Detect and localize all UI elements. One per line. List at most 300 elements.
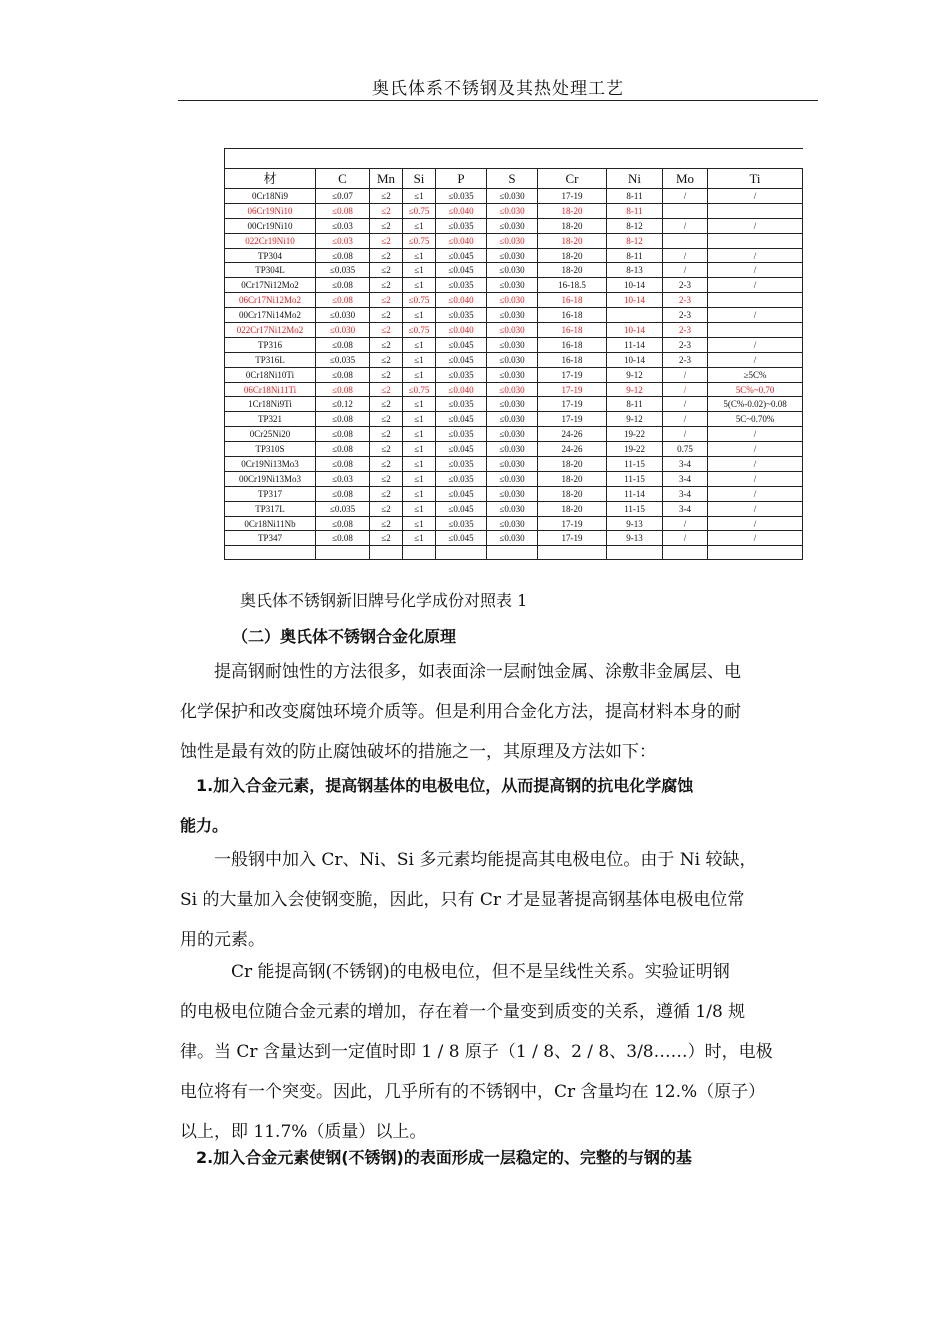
table-cell: / bbox=[663, 263, 708, 278]
table-cell: 24-26 bbox=[538, 427, 607, 442]
table-cell: ≤1 bbox=[403, 308, 436, 323]
table-cell: ≤0.08 bbox=[316, 278, 370, 293]
table-cell: 9-12 bbox=[607, 382, 663, 397]
table-cell bbox=[538, 546, 607, 560]
table-cell: ≤2 bbox=[370, 218, 403, 233]
table-cell: ≤2 bbox=[370, 248, 403, 263]
table-cell: 18-20 bbox=[538, 203, 607, 218]
table-cell: ≤0.08 bbox=[316, 293, 370, 308]
table-cell: 2-3 bbox=[663, 308, 708, 323]
table-cell: ≤0.030 bbox=[487, 233, 538, 248]
table-cell: ≤1 bbox=[403, 278, 436, 293]
composition-table bbox=[224, 148, 803, 560]
table-row bbox=[225, 248, 803, 263]
table-cell: 9-13 bbox=[607, 516, 663, 531]
table-cell: ≤0.040 bbox=[436, 293, 487, 308]
table-cell: ≤0.030 bbox=[316, 323, 370, 338]
table-cell: / bbox=[708, 218, 803, 233]
table-cell: ≤0.08 bbox=[316, 516, 370, 531]
table-cell: ≤2 bbox=[370, 308, 403, 323]
table-cell: 0Cr19Ni13Mo3 bbox=[225, 457, 316, 472]
table-cell: ≤0.035 bbox=[436, 367, 487, 382]
table-cell: TP347 bbox=[225, 531, 316, 546]
table-cell: 16-18 bbox=[538, 308, 607, 323]
subheading-2 bbox=[180, 1138, 816, 1178]
table-cell: 17-19 bbox=[538, 367, 607, 382]
column-header: S bbox=[487, 169, 538, 189]
table-cell: ≤2 bbox=[370, 293, 403, 308]
table-cell bbox=[663, 233, 708, 248]
table-cell: ≤0.08 bbox=[316, 367, 370, 382]
table-cell: ≤0.030 bbox=[487, 442, 538, 457]
table-cell: ≤0.030 bbox=[487, 218, 538, 233]
table-cell: ≤0.03 bbox=[316, 233, 370, 248]
table-cell: ≤2 bbox=[370, 412, 403, 427]
table-cell: 9-12 bbox=[607, 367, 663, 382]
table-cell: / bbox=[663, 218, 708, 233]
table-cell: TP317L bbox=[225, 501, 316, 516]
table-cell bbox=[708, 203, 803, 218]
text-line: 1.加入合金元素，提高钢基体的电极电位，从而提高钢的抗电化学腐蚀 bbox=[180, 776, 694, 795]
table-cell: / bbox=[708, 189, 803, 204]
table-row bbox=[225, 203, 803, 218]
table-cell: ≤1 bbox=[403, 367, 436, 382]
table-cell: 16-18 bbox=[538, 323, 607, 338]
table-row bbox=[225, 337, 803, 352]
table-cell: 5C%~0.70 bbox=[708, 382, 803, 397]
table-cell: 5(C%-0.02)~0.08 bbox=[708, 397, 803, 412]
table-cell: ≤0.045 bbox=[436, 486, 487, 501]
table-cell: ≤0.045 bbox=[436, 412, 487, 427]
table-cell: ≤1 bbox=[403, 248, 436, 263]
table-row bbox=[225, 367, 803, 382]
table-row bbox=[225, 263, 803, 278]
paragraph-chromium bbox=[180, 952, 816, 1152]
table-cell: ≤2 bbox=[370, 457, 403, 472]
table-cell: ≥5C% bbox=[708, 367, 803, 382]
table-cell bbox=[316, 546, 370, 560]
table-cell: 19-22 bbox=[607, 427, 663, 442]
table-cell: 8-12 bbox=[607, 233, 663, 248]
table-cell: / bbox=[708, 486, 803, 501]
table-cell: ≤1 bbox=[403, 531, 436, 546]
table-cell: 8-11 bbox=[607, 203, 663, 218]
table-cell: 3-4 bbox=[663, 471, 708, 486]
table-cell: ≤0.08 bbox=[316, 412, 370, 427]
table-cell: ≤0.035 bbox=[436, 397, 487, 412]
table-row bbox=[225, 278, 803, 293]
table-row bbox=[225, 457, 803, 472]
table-cell: ≤1 bbox=[403, 501, 436, 516]
table-cell: ≤0.030 bbox=[487, 486, 538, 501]
table-cell: ≤2 bbox=[370, 531, 403, 546]
table-cell: ≤0.030 bbox=[316, 308, 370, 323]
table-cell: / bbox=[663, 189, 708, 204]
table-cell: 18-20 bbox=[538, 457, 607, 472]
table-cell: ≤0.12 bbox=[316, 397, 370, 412]
table-cell: 17-19 bbox=[538, 397, 607, 412]
table-cell: ≤1 bbox=[403, 442, 436, 457]
table-cell: / bbox=[708, 248, 803, 263]
table-cell: 8-13 bbox=[607, 263, 663, 278]
table-cell: ≤0.045 bbox=[436, 337, 487, 352]
table-cell: 11-14 bbox=[607, 337, 663, 352]
table-cell: ≤0.040 bbox=[436, 382, 487, 397]
table-cell: ≤0.75 bbox=[403, 203, 436, 218]
table-cell: ≤0.045 bbox=[436, 442, 487, 457]
table-cell: / bbox=[708, 308, 803, 323]
table-cell: ≤2 bbox=[370, 203, 403, 218]
table-cell: ≤0.030 bbox=[487, 323, 538, 338]
text-line: 律。当 Cr 含量达到一定值时即 1 / 8 原子（1 / 8、2 / 8、3/8……）时，电极 bbox=[180, 1042, 773, 1062]
table-cell: 8-12 bbox=[607, 218, 663, 233]
table-cell: 17-19 bbox=[538, 412, 607, 427]
table-cell: 2-3 bbox=[663, 278, 708, 293]
table-cell: ≤2 bbox=[370, 233, 403, 248]
table-cell: ≤2 bbox=[370, 352, 403, 367]
table-cell: ≤0.030 bbox=[487, 278, 538, 293]
table-row bbox=[225, 189, 803, 204]
table-cell: ≤0.08 bbox=[316, 337, 370, 352]
table-cell: / bbox=[663, 248, 708, 263]
text-line: Si 的大量加入会使钢变脆，因此，只有 Cr 才是显著提高钢基体电极电位常 bbox=[180, 890, 745, 910]
table-cell: ≤0.045 bbox=[436, 263, 487, 278]
table-cell: ≤1 bbox=[403, 189, 436, 204]
table-row bbox=[225, 323, 803, 338]
table-cell bbox=[708, 323, 803, 338]
text-line: 用的元素。 bbox=[180, 930, 265, 950]
column-header: Ti bbox=[708, 169, 803, 189]
table-cell: ≤0.030 bbox=[487, 293, 538, 308]
text-line: 电位将有一个突变。因此，几乎所有的不锈钢中，Cr 含量均在 12.%（原子） bbox=[180, 1082, 766, 1102]
table-cell bbox=[436, 546, 487, 560]
text-line: 以上，即 11.7%（质量）以上。 bbox=[180, 1122, 427, 1142]
table-cell: 16-18 bbox=[538, 352, 607, 367]
table-cell: ≤2 bbox=[370, 501, 403, 516]
text-line: 化学保护和改变腐蚀环境介质等。但是利用合金化方法，提高材料本身的耐 bbox=[180, 702, 741, 722]
table-row bbox=[225, 308, 803, 323]
table-cell: 0Cr18Ni11Nb bbox=[225, 516, 316, 531]
table-cell: 16-18 bbox=[538, 293, 607, 308]
table-cell: ≤0.75 bbox=[403, 233, 436, 248]
table-cell: 0Cr18Ni10Ti bbox=[225, 367, 316, 382]
table-cell: 18-20 bbox=[538, 248, 607, 263]
text-line: Cr 能提高钢(不锈钢)的电极电位，但不是呈线性关系。实验证明钢 bbox=[180, 962, 730, 982]
table-cell: TP317 bbox=[225, 486, 316, 501]
table-cell: ≤0.07 bbox=[316, 189, 370, 204]
table-cell: ≤0.030 bbox=[487, 352, 538, 367]
table-cell: 2-3 bbox=[663, 352, 708, 367]
table-cell: / bbox=[708, 337, 803, 352]
table-cell: ≤0.03 bbox=[316, 471, 370, 486]
column-header: C bbox=[316, 169, 370, 189]
table-cell: 11-15 bbox=[607, 501, 663, 516]
table-cell: / bbox=[708, 501, 803, 516]
table-cell: ≤0.08 bbox=[316, 248, 370, 263]
table-cell: / bbox=[663, 397, 708, 412]
table-cell: 9-13 bbox=[607, 531, 663, 546]
table-cell: 00Cr17Ni14Mo2 bbox=[225, 308, 316, 323]
table-cell: ≤0.030 bbox=[487, 367, 538, 382]
table-cell: ≤0.035 bbox=[436, 308, 487, 323]
table-cell: ≤0.030 bbox=[487, 501, 538, 516]
table-cell: ≤0.035 bbox=[436, 218, 487, 233]
table-cell: ≤2 bbox=[370, 516, 403, 531]
table-cell: 00Cr19Ni10 bbox=[225, 218, 316, 233]
table-cell: ≤0.045 bbox=[436, 352, 487, 367]
table-cell: ≤2 bbox=[370, 397, 403, 412]
table-cell: ≤1 bbox=[403, 352, 436, 367]
table-cell: 19-22 bbox=[607, 442, 663, 457]
table-cell: 0Cr25Ni20 bbox=[225, 427, 316, 442]
table-cell: ≤0.035 bbox=[316, 263, 370, 278]
column-header: Ni bbox=[607, 169, 663, 189]
table-cell bbox=[607, 308, 663, 323]
table-cell: 18-20 bbox=[538, 263, 607, 278]
table-cell: TP316L bbox=[225, 352, 316, 367]
table-cell: ≤0.040 bbox=[436, 323, 487, 338]
table-bottom-blank-row bbox=[225, 546, 803, 560]
table-cell: ≤0.035 bbox=[316, 501, 370, 516]
table-cell: ≤0.08 bbox=[316, 486, 370, 501]
table-cell bbox=[708, 233, 803, 248]
table-cell: ≤2 bbox=[370, 263, 403, 278]
subheading-1 bbox=[180, 766, 816, 846]
running-header: 奥氏体系不锈钢及其热处理工艺 bbox=[178, 74, 818, 101]
table-row bbox=[225, 501, 803, 516]
table-cell: 17-19 bbox=[538, 189, 607, 204]
table-row bbox=[225, 382, 803, 397]
table-cell: 17-19 bbox=[538, 516, 607, 531]
table-cell: 2-3 bbox=[663, 323, 708, 338]
table-cell bbox=[225, 546, 316, 560]
table-cell: ≤0.040 bbox=[436, 233, 487, 248]
table-cell: ≤0.035 bbox=[436, 427, 487, 442]
table-cell: 8-11 bbox=[607, 248, 663, 263]
table-cell bbox=[663, 546, 708, 560]
column-header: Cr bbox=[538, 169, 607, 189]
table-cell: / bbox=[663, 516, 708, 531]
table-cell: 8-11 bbox=[607, 189, 663, 204]
table-cell: ≤0.035 bbox=[436, 278, 487, 293]
composition-table-container bbox=[224, 148, 802, 560]
table-cell: ≤0.030 bbox=[487, 471, 538, 486]
table-cell: ≤2 bbox=[370, 337, 403, 352]
table-row bbox=[225, 442, 803, 457]
table-cell: 1Cr18Ni9Ti bbox=[225, 397, 316, 412]
table-cell: 3-4 bbox=[663, 457, 708, 472]
table-cell: ≤0.040 bbox=[436, 203, 487, 218]
table-cell bbox=[487, 546, 538, 560]
table-cell: ≤2 bbox=[370, 382, 403, 397]
table-cell: / bbox=[708, 352, 803, 367]
table-cell bbox=[607, 546, 663, 560]
text-line: 2.加入合金元素使钢(不锈钢)的表面形成一层稳定的、完整的与钢的基 bbox=[180, 1148, 692, 1167]
table-cell: ≤2 bbox=[370, 189, 403, 204]
table-cell: ≤1 bbox=[403, 457, 436, 472]
table-row bbox=[225, 516, 803, 531]
table-cell: ≤0.08 bbox=[316, 531, 370, 546]
table-row bbox=[225, 471, 803, 486]
table-cell: 9-12 bbox=[607, 412, 663, 427]
table-cell: 10-14 bbox=[607, 293, 663, 308]
table-cell: 06Cr18Ni11Ti bbox=[225, 382, 316, 397]
text-line: 的电极电位随合金元素的增加，存在着一个量变到质变的关系，遵循 1/8 规 bbox=[180, 1002, 746, 1022]
table-row bbox=[225, 531, 803, 546]
table-cell: 2-3 bbox=[663, 293, 708, 308]
table-top-blank-row bbox=[225, 149, 803, 169]
section-heading: （二）奥氏体不锈钢合金化原理 bbox=[232, 627, 457, 646]
table-cell: 06Cr17Ni12Mo2 bbox=[225, 293, 316, 308]
table-cell: ≤0.045 bbox=[436, 248, 487, 263]
table-cell: / bbox=[708, 263, 803, 278]
table-cell: ≤0.030 bbox=[487, 516, 538, 531]
table-cell: ≤1 bbox=[403, 218, 436, 233]
table-cell: ≤2 bbox=[370, 278, 403, 293]
table-cell: ≤0.030 bbox=[487, 263, 538, 278]
table-row bbox=[225, 218, 803, 233]
table-cell: ≤0.030 bbox=[487, 337, 538, 352]
table-cell: 18-20 bbox=[538, 218, 607, 233]
table-cell: ≤0.030 bbox=[487, 457, 538, 472]
table-cell: 10-14 bbox=[607, 352, 663, 367]
table-cell: ≤0.03 bbox=[316, 218, 370, 233]
table-cell: ≤0.08 bbox=[316, 457, 370, 472]
table-cell: ≤1 bbox=[403, 427, 436, 442]
table-cell: / bbox=[708, 471, 803, 486]
table-cell: 0Cr17Ni12Mo2 bbox=[225, 278, 316, 293]
table-cell: ≤0.035 bbox=[436, 189, 487, 204]
table-cell: 18-20 bbox=[538, 233, 607, 248]
table-cell: 022Cr17Ni12Mo2 bbox=[225, 323, 316, 338]
table-cell: ≤0.08 bbox=[316, 203, 370, 218]
table-row bbox=[225, 486, 803, 501]
table-cell: 3-4 bbox=[663, 501, 708, 516]
table-cell: 18-20 bbox=[538, 501, 607, 516]
table-cell: 18-20 bbox=[538, 471, 607, 486]
table-cell: ≤0.030 bbox=[487, 382, 538, 397]
column-header: P bbox=[436, 169, 487, 189]
table-cell: ≤2 bbox=[370, 323, 403, 338]
table-cell: 11-15 bbox=[607, 457, 663, 472]
table-cell: / bbox=[663, 367, 708, 382]
table-cell: TP316 bbox=[225, 337, 316, 352]
table-cell: 3-4 bbox=[663, 486, 708, 501]
table-cell: 16-18.5 bbox=[538, 278, 607, 293]
table-cell: / bbox=[663, 531, 708, 546]
table-cell: 00Cr19Ni13Mo3 bbox=[225, 471, 316, 486]
table-cell: ≤0.030 bbox=[487, 531, 538, 546]
table-row bbox=[225, 293, 803, 308]
table-cell: ≤0.08 bbox=[316, 442, 370, 457]
table-cell: ≤2 bbox=[370, 471, 403, 486]
table-cell: ≤1 bbox=[403, 412, 436, 427]
text-line: 提高钢耐蚀性的方法很多，如表面涂一层耐蚀金属、涂敷非金属层、电 bbox=[180, 662, 741, 682]
table-cell: 10-14 bbox=[607, 278, 663, 293]
text-line: 蚀性是最有效的防止腐蚀破坏的措施之一，其原理及方法如下： bbox=[180, 742, 656, 762]
table-cell: / bbox=[708, 457, 803, 472]
table-caption: 奥氏体不锈钢新旧牌号化学成份对照表 1 bbox=[240, 591, 528, 610]
table-cell: TP304L bbox=[225, 263, 316, 278]
table-cell: / bbox=[663, 427, 708, 442]
table-cell: ≤0.08 bbox=[316, 382, 370, 397]
table-cell: ≤1 bbox=[403, 486, 436, 501]
table-cell: 8-11 bbox=[607, 397, 663, 412]
table-cell: ≤0.030 bbox=[487, 412, 538, 427]
table-cell: 16-18 bbox=[538, 337, 607, 352]
table-cell: ≤0.035 bbox=[316, 352, 370, 367]
table-cell: TP310S bbox=[225, 442, 316, 457]
table-cell bbox=[708, 546, 803, 560]
table-cell: / bbox=[663, 382, 708, 397]
column-header: Mn bbox=[370, 169, 403, 189]
table-row bbox=[225, 412, 803, 427]
table-cell: 10-14 bbox=[607, 323, 663, 338]
table-cell: ≤0.045 bbox=[436, 531, 487, 546]
table-cell bbox=[370, 546, 403, 560]
table-cell: ≤2 bbox=[370, 486, 403, 501]
table-row bbox=[225, 233, 803, 248]
table-cell: ≤1 bbox=[403, 397, 436, 412]
table-cell: / bbox=[663, 412, 708, 427]
column-header: Si bbox=[403, 169, 436, 189]
table-cell: 2-3 bbox=[663, 337, 708, 352]
table-cell: ≤2 bbox=[370, 367, 403, 382]
table-cell: / bbox=[708, 427, 803, 442]
table-cell: 17-19 bbox=[538, 382, 607, 397]
text-line: 能力。 bbox=[180, 816, 229, 835]
table-cell: ≤1 bbox=[403, 471, 436, 486]
table-cell: / bbox=[708, 442, 803, 457]
table-cell: ≤0.75 bbox=[403, 293, 436, 308]
table-cell: 11-14 bbox=[607, 486, 663, 501]
table-cell: ≤1 bbox=[403, 337, 436, 352]
column-header: Mo bbox=[663, 169, 708, 189]
table-header-row bbox=[225, 169, 803, 189]
table-cell: TP304 bbox=[225, 248, 316, 263]
table-cell bbox=[403, 546, 436, 560]
table-cell bbox=[663, 203, 708, 218]
table-cell: / bbox=[708, 278, 803, 293]
table-cell: ≤0.75 bbox=[403, 382, 436, 397]
table-cell: ≤0.045 bbox=[436, 501, 487, 516]
table-cell: ≤0.035 bbox=[436, 457, 487, 472]
table-cell: ≤0.030 bbox=[487, 189, 538, 204]
table-cell: ≤2 bbox=[370, 442, 403, 457]
table-cell: ≤0.030 bbox=[487, 308, 538, 323]
table-cell: ≤0.035 bbox=[436, 516, 487, 531]
table-cell: 06Cr19Ni10 bbox=[225, 203, 316, 218]
table-cell: ≤0.035 bbox=[436, 471, 487, 486]
table-cell: ≤0.030 bbox=[487, 203, 538, 218]
table-cell: ≤0.75 bbox=[403, 323, 436, 338]
paragraph-elements bbox=[180, 840, 816, 960]
table-cell: ≤0.030 bbox=[487, 427, 538, 442]
text-line: 一般钢中加入 Cr、Ni、Si 多元素均能提高其电极电位。由于 Ni 较缺， bbox=[180, 850, 757, 870]
column-header: 材 bbox=[225, 169, 316, 189]
table-row bbox=[225, 352, 803, 367]
table-cell: 18-20 bbox=[538, 486, 607, 501]
table-cell: 11-15 bbox=[607, 471, 663, 486]
table-cell: 24-26 bbox=[538, 442, 607, 457]
table-cell: 0.75 bbox=[663, 442, 708, 457]
table-cell: 0Cr18Ni9 bbox=[225, 189, 316, 204]
table-row bbox=[225, 427, 803, 442]
table-cell: ≤0.030 bbox=[487, 397, 538, 412]
table-cell: 17-19 bbox=[538, 531, 607, 546]
table-cell: ≤1 bbox=[403, 516, 436, 531]
table-cell: ≤2 bbox=[370, 427, 403, 442]
